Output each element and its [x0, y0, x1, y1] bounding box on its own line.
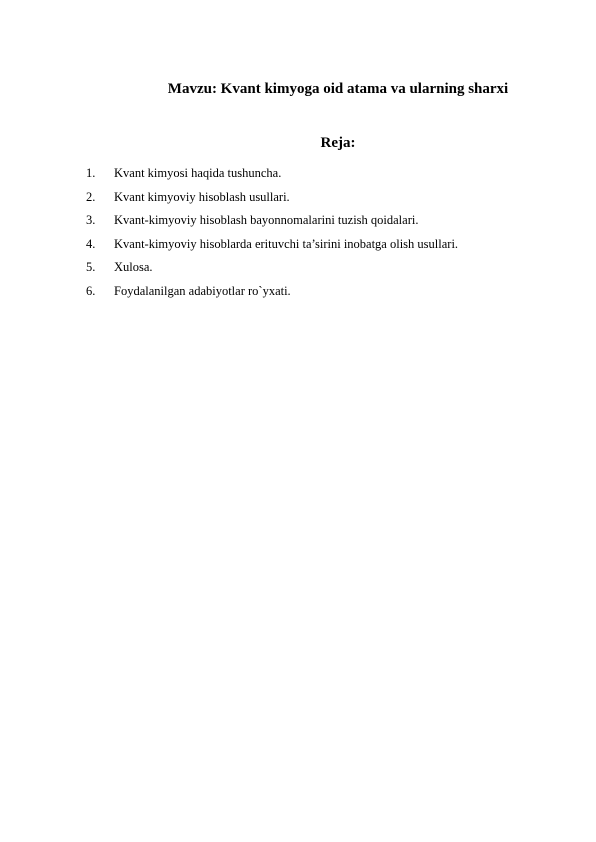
list-item-number: 6. [86, 283, 96, 298]
list-item-text: Foydalanilgan adabiyotlar ro`yxati. [114, 283, 291, 298]
list-item-text: Kvant-kimyoviy hisoblash bayonnomalarini tuzish qoidalari. [114, 213, 419, 228]
plan-heading: Reja: [320, 135, 356, 151]
list-item-number: 4. [86, 236, 96, 251]
list-item-text: Xulosa. [114, 260, 153, 275]
list-item-number: 3. [86, 213, 96, 228]
list-item [86, 233, 458, 257]
list-item-text: Kvant-kimyoviy hisoblarda erituvchi ta’sirini inobatga olish usullari. [114, 236, 459, 251]
list-item-number: 2. [86, 189, 96, 204]
list-item [86, 162, 458, 186]
document-title: Mavzu: Kvant kimyoga oid atama va ularning sharxi [167, 81, 509, 97]
list-item [86, 280, 458, 304]
list-item-text: Kvant kimyosi haqida tushuncha. [114, 166, 282, 181]
plan-list [86, 162, 458, 303]
list-item-number: 1. [86, 166, 96, 181]
list-item [86, 256, 458, 280]
list-item [86, 209, 458, 233]
list-item-text: Kvant kimyoviy hisoblash usullari. [114, 189, 290, 204]
list-item-number: 5. [86, 260, 96, 275]
list-item [86, 186, 458, 210]
